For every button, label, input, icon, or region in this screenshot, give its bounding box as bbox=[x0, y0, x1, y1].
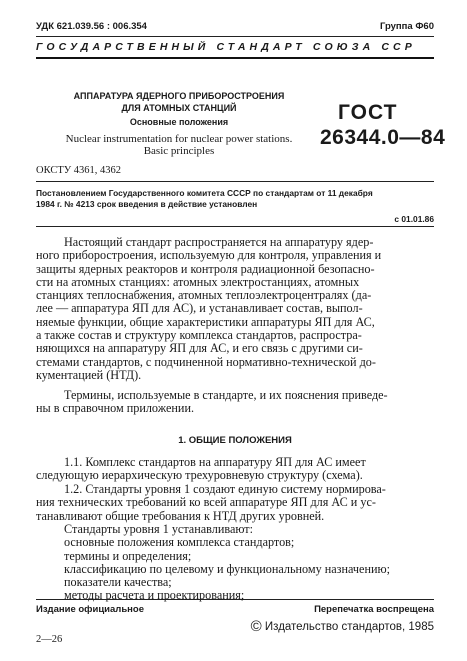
decree-text bbox=[36, 188, 436, 210]
copyright-icon: © bbox=[250, 618, 262, 635]
english-title-line-1: Nuclear instrumentation for nuclear power stations. bbox=[65, 133, 293, 145]
text-line: Термины, используемые в стандарте, и их пояснения приведе- bbox=[64, 388, 388, 402]
text-line: станциях теплоснабжения, атомных теплоэлектроцентралях (да- bbox=[36, 288, 372, 303]
standard-org-banner: ГОСУДАРСТВЕННЫЙ СТАНДАРТ СОЮЗА ССР bbox=[36, 41, 416, 53]
text-line: стемами стандартов, с подчиненной нормативно-технической до- bbox=[36, 354, 376, 369]
title-line-2: ДЛЯ АТОМНЫХ СТАНЦИЙ bbox=[121, 103, 237, 113]
list-item: термины и определения; bbox=[64, 548, 192, 563]
decree-rule bbox=[36, 226, 434, 227]
publisher: Издательство стандартов, 1985 bbox=[264, 621, 434, 633]
header-rule-top bbox=[36, 36, 434, 37]
text-line: Настоящий стандарт распространяется на аппаратуру ядер- bbox=[64, 235, 374, 249]
level-1-list bbox=[36, 523, 433, 603]
intro-paragraph bbox=[36, 236, 433, 382]
text-line: а также состав и структуру комплекса стандартов, распростра- bbox=[36, 328, 362, 343]
copyright-line bbox=[251, 618, 434, 635]
text-line: няющихся на аппаратуру ЯП для АС, и его связь с другими си- bbox=[36, 341, 363, 356]
group-code: Группа Ф60 bbox=[379, 21, 434, 32]
clause-1-2 bbox=[36, 483, 433, 523]
page-code: 2—26 bbox=[36, 634, 63, 645]
text-line: ного приборостроения, используемую для контроля, управления и bbox=[36, 248, 382, 263]
text-line: ния технических требований ко всей аппаратуре ЯП для АС и ус- bbox=[36, 495, 376, 510]
title-rule bbox=[36, 181, 434, 182]
list-item: классификацию по целевому и функциональному назначению; bbox=[64, 561, 391, 576]
text-line: лее — аппаратура ЯП для АС), и устанавливает состав, выпол- bbox=[36, 301, 363, 316]
text-line: ны в справочном приложении. bbox=[36, 401, 195, 416]
english-title bbox=[36, 134, 322, 157]
list-intro: Стандарты уровня 1 устанавливают: bbox=[64, 522, 254, 536]
text-line: танавливают общие требования к НТД других уровней. bbox=[36, 508, 325, 523]
title-line-1: АППАРАТУРА ЯДЕРНОГО ПРИБОРОСТРОЕНИЯ bbox=[73, 91, 285, 101]
gost-number: 26344.0—84 bbox=[320, 126, 446, 149]
decree-line-1: Постановлением Государственного комитета СССР по стандартам от 11 декабря bbox=[36, 188, 373, 198]
text-line: 1.2. Стандарты уровня 1 создают единую систему нормирова- bbox=[64, 482, 386, 496]
reprint-notice: Перепечатка воспрещена bbox=[314, 604, 434, 615]
english-title-line-2: Basic principles bbox=[143, 144, 215, 157]
effective-date: с 01.01.86 bbox=[394, 214, 434, 224]
text-line: 1.1. Комплекс стандартов на аппаратуру ЯП для АС имеет bbox=[64, 455, 366, 469]
gost-label: ГОСТ bbox=[338, 101, 398, 124]
text-line: кументацией (НТД). bbox=[36, 367, 142, 382]
standard-subtitle: Основные положения bbox=[129, 117, 229, 127]
text-line: няемые функции, общие характеристики аппаратуры ЯП для АС, bbox=[36, 314, 375, 329]
clause-1-1 bbox=[36, 456, 433, 483]
list-item: показатели качества; bbox=[64, 575, 172, 590]
footer-rule bbox=[36, 599, 434, 600]
decree-line-2: 1984 г. № 4213 срок введения в действие установлен bbox=[36, 199, 258, 209]
header-rule-bottom bbox=[36, 57, 434, 59]
terms-paragraph bbox=[36, 389, 433, 416]
text-line: сти на атомных станциях: атомных электростанциях, атомных bbox=[36, 274, 360, 289]
section-heading: 1. ОБЩИЕ ПОЛОЖЕНИЯ bbox=[178, 435, 292, 446]
udk-code: УДК 621.039.56 : 006.354 bbox=[36, 21, 147, 32]
standard-title bbox=[36, 90, 322, 114]
official-edition: Издание официальное bbox=[36, 604, 144, 615]
text-line: следующую иерархическую трехуровневую структуру (схема). bbox=[36, 468, 363, 483]
okstu-code: ОКСТУ 4361, 4362 bbox=[36, 165, 122, 176]
text-line: защиты ядерных реакторов и контроля радиационной безопасно- bbox=[36, 261, 375, 276]
list-item: методы расчета и проектирования; bbox=[64, 588, 245, 603]
list-item: основные положения комплекса стандартов; bbox=[64, 535, 295, 550]
